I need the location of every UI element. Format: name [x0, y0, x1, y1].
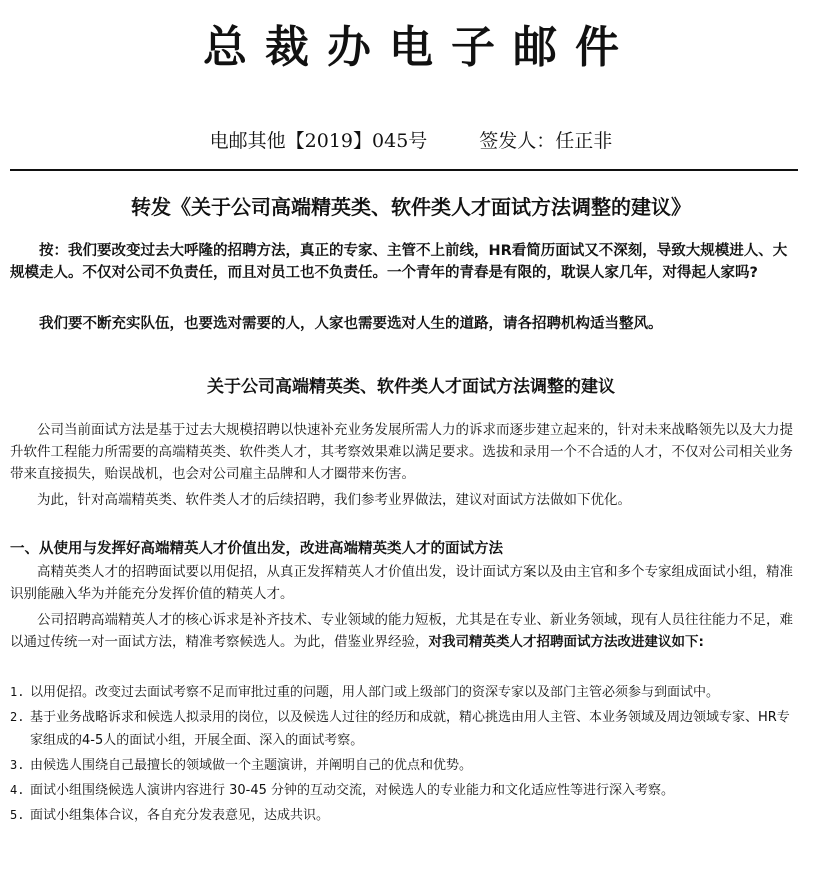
list-item-number: 2. — [10, 710, 25, 724]
list-item-text: 面试小组集体合议，各自充分发表意见，达成共识。 — [30, 808, 330, 823]
interview-steps-list — [10, 681, 798, 829]
proposal-paragraph-3: 高精英类人才的招聘面试要以用促招，从真正发挥精英人才价值出发，设计面试方案以及由主官和多个专家组成面试小组，精准识别能融入华为并能充分发挥价值的精英人才。 — [10, 564, 793, 602]
forward-title: 转发《关于公司高端精英类、软件类人才面试方法调整的建议》 — [131, 195, 691, 219]
list-item-text: 基于业务战略诉求和候选人拟录用的岗位，以及候选人过往的经历和成就，精心挑选由用人主管、本业务领域及周边领域专家、HR专家组成的4-5人的面试小组，开展全面、深入的面试考察。 — [30, 710, 790, 748]
signer: 签发人：任正非 — [479, 130, 613, 152]
editor-note-continued: 我们要不断充实队伍，也要选对需要的人，人家也需要选对人生的道路，请各招聘机构适当整风。 — [39, 316, 663, 332]
proposal-title: 关于公司高端精英类、软件类人才面试方法调整的建议 — [207, 377, 615, 397]
paragraph-4-text: 公司招聘高端精英人才的核心诉求是补齐技术、专业领域的能力短板，尤其是在专业、新业务领域，现有人员往往能力不足，难以通过传统一对一面试方法，精准考察候选人。为此，借鉴业界经验， — [10, 612, 793, 650]
list-item-number: 1. — [10, 685, 25, 699]
section-1-heading: 一、从使用与发挥好高端精英人才价值出发，改进高端精英类人才的面试方法 — [10, 541, 503, 557]
paragraph-4-emphasis: 对我司精英类人才招聘面试方法改进建议如下: — [428, 634, 704, 650]
document-title: 总裁办电子邮件 — [203, 22, 637, 73]
proposal-paragraph-4 — [10, 609, 798, 653]
list-item-number: 5. — [10, 808, 25, 822]
list-item-number: 4. — [10, 783, 25, 797]
document-number: 电邮其他【2019】045号 — [209, 130, 428, 152]
list-item — [10, 804, 798, 827]
list-item — [10, 754, 798, 777]
list-item-number: 3. — [10, 758, 25, 772]
header-divider — [10, 169, 798, 171]
editor-note: 按：我们要改变过去大呼隆的招聘方法，真正的专家、主管不上前线，HR看简历面试又不深刻，导致大规模进人、大规模走人。不仅对公司不负责任，而且对员工也不负责任。一个青年的青春是有限的，耽误人家几年，对得起人家吗? — [10, 243, 788, 281]
list-item — [10, 706, 798, 752]
proposal-paragraph-1: 公司当前面试方法是基于过去大规模招聘以快速补充业务发展所需人力的诉求而逐步建立起来的，针对未来战略领先以及大力提升软件工程能力所需要的高端精英类、软件类人才，其考察效果难以满足要求。选拔和录用一个不合适的人才，不仅对公司相关业务带来直接损失，贻误战机，也会对公司雇主品牌和人才圈带来伤害。 — [10, 422, 793, 482]
list-item-text: 由候选人围绕自己最擅长的领域做一个主题演讲，并阐明自己的优点和优势。 — [30, 758, 473, 773]
list-item — [10, 779, 798, 802]
list-item — [10, 681, 798, 704]
proposal-paragraph-2: 为此，针对高端精英类、软件类人才的后续招聘，我们参考业界做法，建议对面试方法做如下优化。 — [37, 492, 631, 508]
list-item-text: 以用促招。改变过去面试考察不足而审批过重的问题，用人部门或上级部门的资深专家以及部门主管必须参与到面试中。 — [30, 685, 720, 700]
list-item-text: 面试小组围绕候选人演讲内容进行 30-45 分钟的互动交流，对候选人的专业能力和文化适应性等进行深入考察。 — [30, 783, 675, 798]
document-meta — [0, 128, 822, 154]
